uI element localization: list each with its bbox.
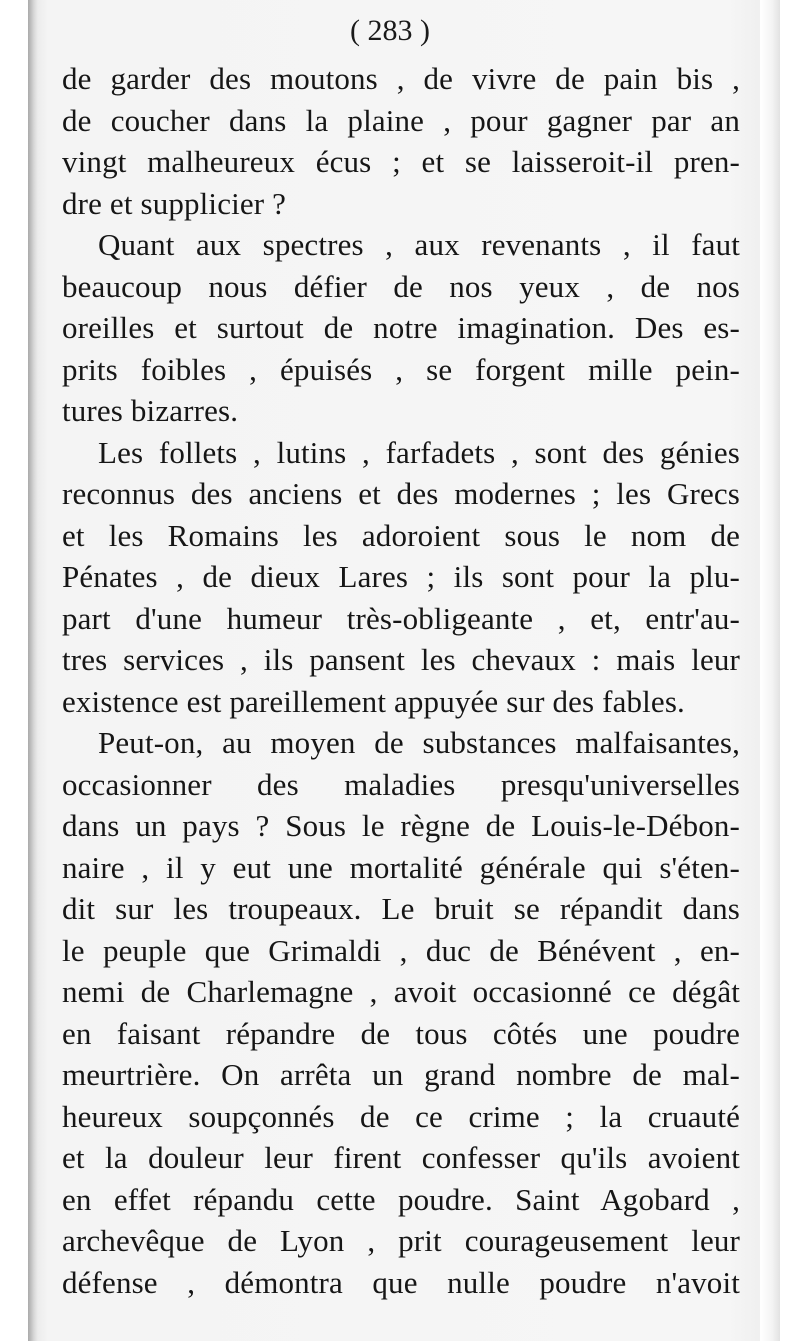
text-line: oreilles et surtout de notre imagination. Des es-	[62, 310, 740, 345]
text-line: meurtrière. On arrêta un grand nombre de mal-	[62, 1057, 740, 1092]
text-line: nemi de Charlemagne , avoit occasionné ce dégât	[62, 974, 740, 1009]
text-line: tres services , ils pansent les chevaux : mais leur	[62, 642, 740, 677]
text-line: Peut-on, au moyen de substances malfaisantes,	[98, 725, 740, 760]
text-line: Quant aux spectres , aux revenants , il faut	[98, 227, 740, 262]
text-line: tures bizarres.	[62, 393, 239, 428]
text-line: et les Romains les adoroient sous le nom de	[62, 517, 740, 553]
spine-shadow	[28, 0, 38, 1341]
text-line: dans un pays ? Sous le règne de Louis-le-Débon-	[62, 808, 740, 843]
text-line: prits foibles , épuisés , se forgent mille pein-	[62, 351, 740, 387]
text-line: heureux soupçonnés de ce crime ; la cruauté	[62, 1098, 740, 1134]
text-line: existence est pareillement appuyée sur des fables.	[62, 683, 685, 719]
text-line: et la douleur leur firent confesser qu'ils avoient	[62, 1140, 740, 1175]
text-line: en faisant répandre de tous côtés une poudre	[62, 1015, 740, 1051]
text-line: dre et supplicier ?	[62, 185, 287, 221]
text-line: dit sur les troupeaux. Le bruit se répandit dans	[62, 891, 740, 926]
text-line: de coucher dans la plaine , pour gagner par an	[62, 102, 740, 138]
text-line: défense , démontra que nulle poudre n'avoit	[62, 1264, 740, 1300]
text-line: Pénates , de dieux Lares ; ils sont pour la plu-	[62, 559, 740, 594]
text-line: en effet répandu cette poudre. Saint Agobard ,	[62, 1181, 740, 1217]
page-number: ( 283 )	[350, 14, 430, 47]
text-line: Les follets , lutins , farfadets , sont des génies	[98, 434, 740, 470]
text-line: de garder des moutons , de vivre de pain bis ,	[62, 61, 740, 96]
text-line: beaucoup nous défier de nos yeux , de nos	[62, 268, 740, 304]
text-line: reconnus des anciens et des modernes ; les Grecs	[62, 476, 740, 511]
text-line: part d'une humeur très-obligeante , et, entr'au-	[62, 600, 740, 636]
page-edge	[760, 0, 780, 1341]
text-line: archevêque de Lyon , prit courageusement leur	[62, 1223, 740, 1258]
text-line: le peuple que Grimaldi , duc de Bénévent , en-	[62, 932, 740, 968]
body-text	[62, 58, 740, 1303]
text-line: occasionner des maladies presqu'universelles	[62, 766, 740, 802]
text-line: naire , il y eut une mortalité générale qui s'éten-	[62, 849, 740, 885]
text-line: vingt malheureux écus ; et se laisseroit-il pren-	[62, 144, 740, 179]
